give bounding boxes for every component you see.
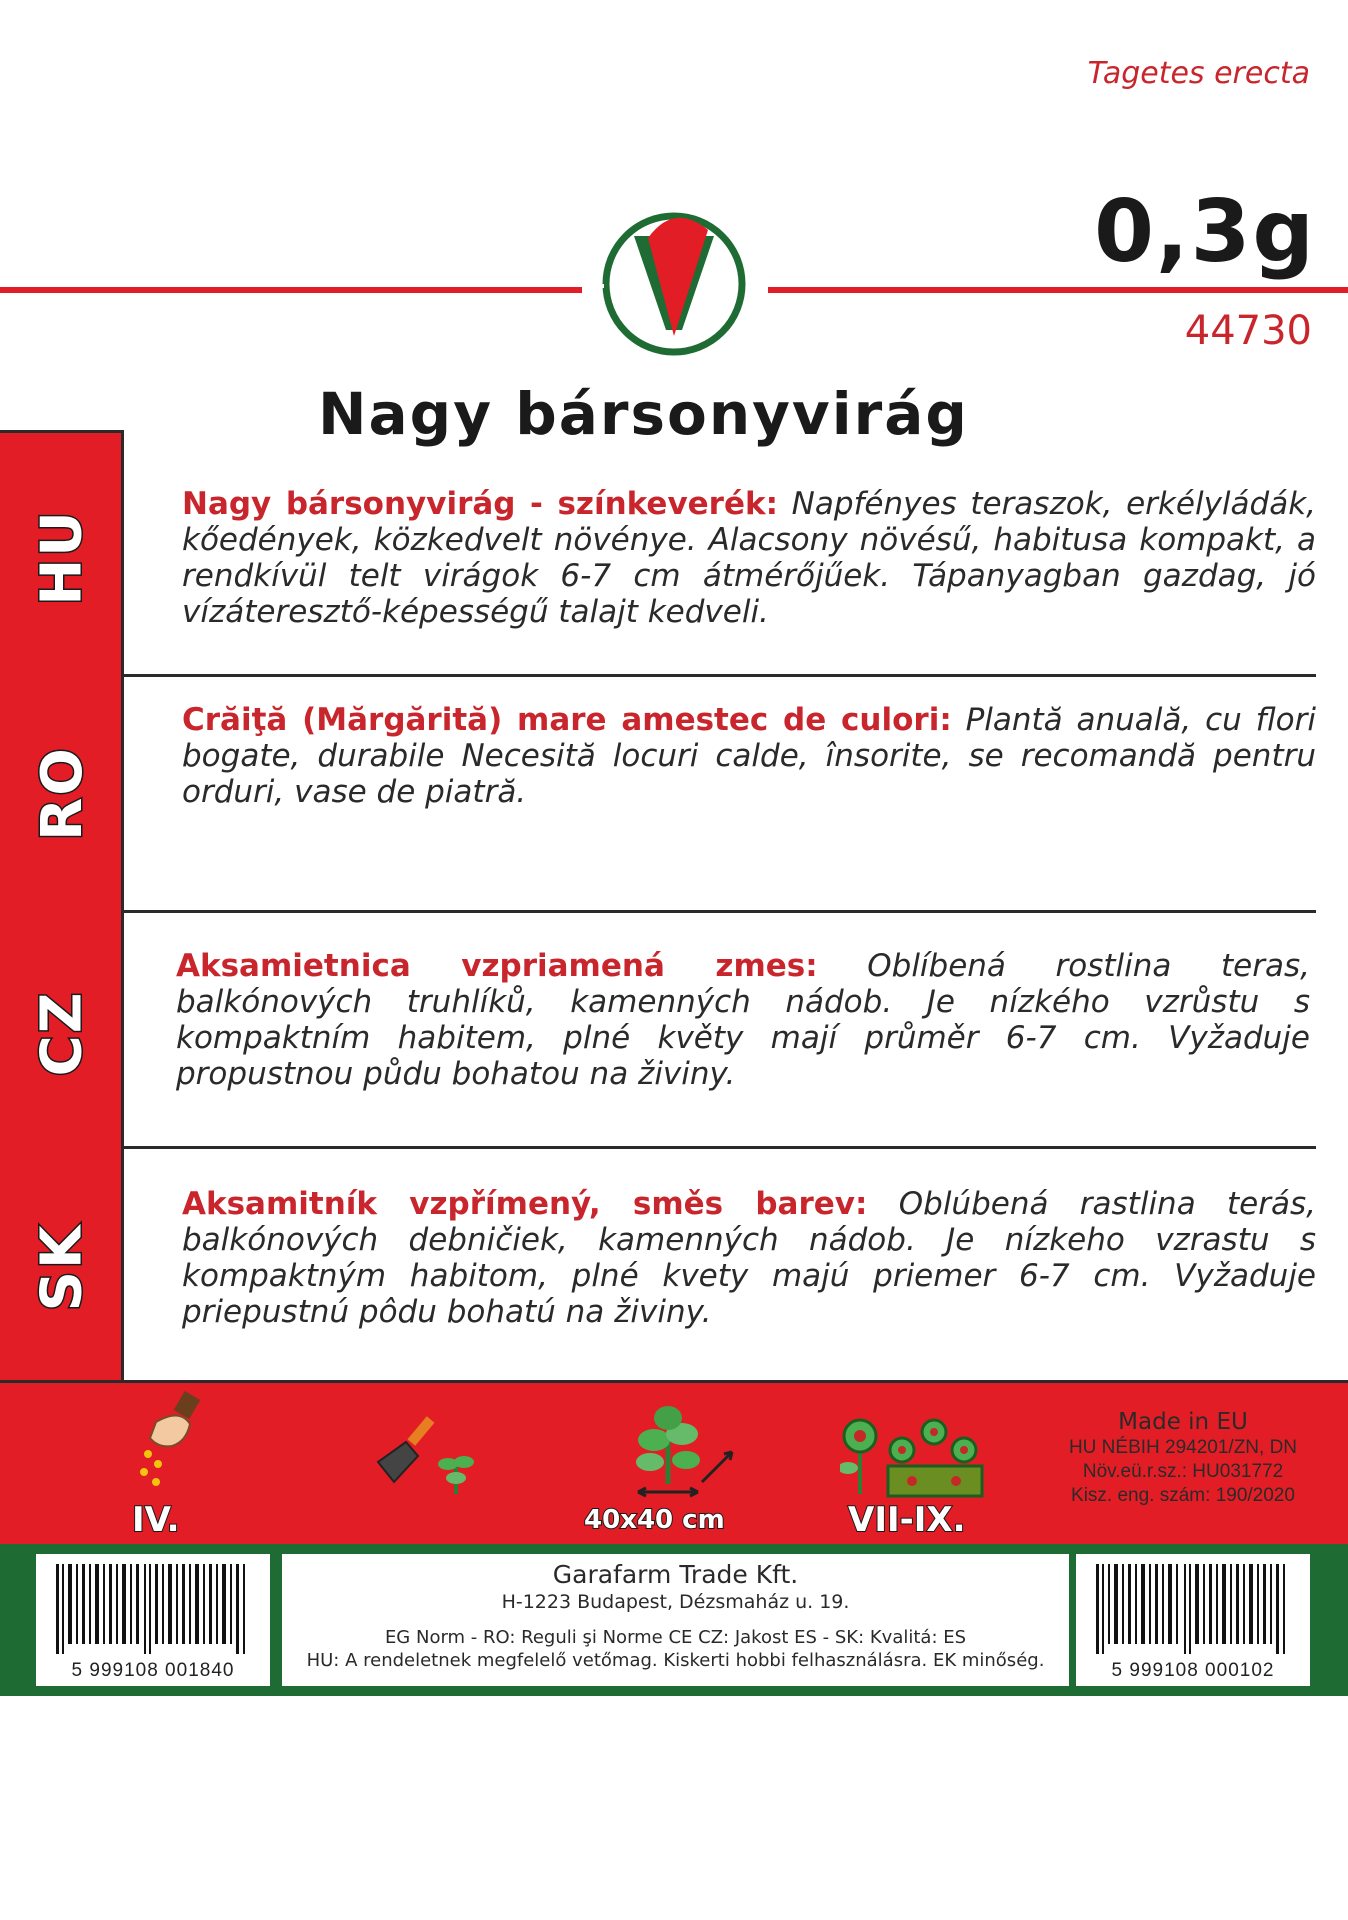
brand-logo-icon bbox=[598, 208, 750, 358]
section-divider bbox=[124, 910, 1316, 913]
lang-label-hu: HU bbox=[29, 508, 95, 606]
barcode-right bbox=[1076, 1554, 1310, 1686]
company-name: Garafarm Trade Kft. bbox=[552, 1560, 799, 1589]
product-code: 44730 bbox=[1184, 308, 1312, 354]
section-body: Oblíbená rostlina teras, balkónových truhlíků, kamenných nádob. Je nízkého vzrůstu s kompaktním habitem, plné květy mají průměr 6-7 cm. Vyžaduje propustnou půdu bohatou na živiny. bbox=[176, 948, 1310, 1092]
section-body: Plantă anuală, cu flori bogate, durabile Necesită locuri calde, însorite, se recomandă pentru orduri, vase de piatră. bbox=[182, 702, 1316, 810]
barcode-number: 5 999108 000102 bbox=[1111, 1660, 1275, 1681]
phytosanitary-registration: Növ.eü.r.sz.: HU031772 bbox=[1082, 1461, 1284, 1482]
flowering-plants-icon bbox=[840, 1406, 984, 1498]
flowering-months-label: VII-IX. bbox=[848, 1500, 966, 1540]
section-heading: Aksamietnica vzpriamená zmes: bbox=[176, 948, 818, 984]
sowing-month-label: IV. bbox=[132, 1500, 180, 1540]
section-sk bbox=[182, 1186, 1316, 1330]
section-heading: Crăiţă (Mărgărită) mare amestec de culori: bbox=[182, 702, 952, 738]
product-title: Nagy bársonyvirág bbox=[318, 380, 969, 448]
section-body: Oblúbená rastlina terás, balkónových debničiek, kamenných nádob. Je nízkeho vzrastu s kompaktným habitom, plné kvety majú priemer 6-7 cm. Vyžaduje priepustnú pôdu bohatú na živiny. bbox=[182, 1186, 1316, 1330]
section-divider bbox=[124, 674, 1316, 677]
norm-line-1: EG Norm - RO: Reguli şi Norme CE CZ: Jakost ES - SK: Kvalitá: ES bbox=[384, 1627, 967, 1648]
spacing-label: 40x40 cm bbox=[584, 1505, 725, 1535]
sowing-hand-icon bbox=[128, 1390, 210, 1490]
section-heading: Nagy bársonyvirág - színkeverék: bbox=[182, 486, 779, 522]
barcode-bars-icon bbox=[50, 1564, 256, 1654]
barcode-left bbox=[36, 1554, 270, 1686]
made-in-eu: Made in EU bbox=[1118, 1409, 1248, 1435]
packaging-license: Kisz. eng. szám: 190/2020 bbox=[1071, 1485, 1295, 1506]
section-heading: Aksamitník vzpřímený, směs barev: bbox=[182, 1186, 868, 1222]
latin-name: Tagetes erecta bbox=[1087, 56, 1310, 91]
section-body: Napfényes teraszok, erkélyládák, kőedények, közkedvelt növénye. Alacsony növésű, habitusa kompakt, a rendkívül telt virágok 6-7 cm átmérőjűek. Tápanyagban gazdag, jó vízáteresztő-képességű talajt kedveli. bbox=[182, 486, 1316, 630]
lang-label-cz: CZ bbox=[29, 990, 95, 1076]
lang-label-ro: RO bbox=[29, 745, 95, 841]
section-ro bbox=[182, 702, 1316, 810]
section-divider bbox=[124, 1146, 1316, 1149]
origin-info bbox=[1048, 1408, 1318, 1508]
lang-label-sk: SK bbox=[29, 1223, 95, 1311]
barcode-bars-icon bbox=[1090, 1564, 1296, 1654]
header-rule-right bbox=[768, 287, 1348, 293]
barcode-number: 5 999108 001840 bbox=[71, 1660, 235, 1681]
package-weight: 0,3g bbox=[1094, 182, 1316, 282]
header-rule-left bbox=[0, 287, 582, 293]
trowel-seedling-icon bbox=[372, 1412, 482, 1496]
plant-spacing-icon bbox=[628, 1400, 738, 1500]
section-hu bbox=[182, 486, 1316, 630]
section-cz bbox=[176, 948, 1310, 1092]
nebih-registration: HU NÉBIH 294201/ZN, DN bbox=[1068, 1437, 1298, 1458]
company-info bbox=[282, 1554, 1069, 1686]
norm-line-2: HU: A rendeletnek megfelelő vetőmag. Kiskerti hobbi felhasználásra. EK minőség. bbox=[306, 1650, 1045, 1671]
company-address: H-1223 Budapest, Dézsmaház u. 19. bbox=[501, 1591, 850, 1613]
